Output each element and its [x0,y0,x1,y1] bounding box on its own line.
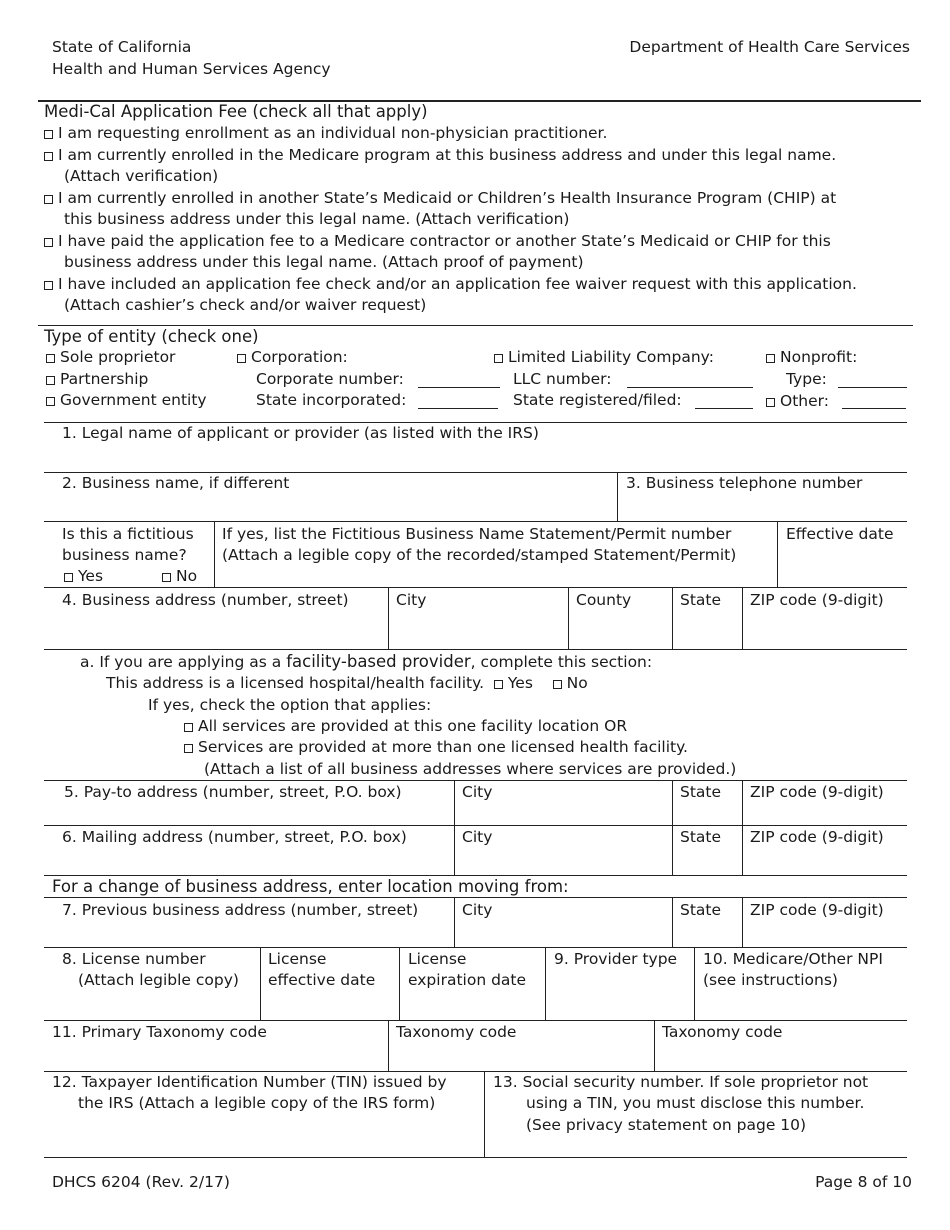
mailing-address-label: 6. Mailing address (number, street, P.O. box) [62,828,407,846]
divider [742,780,743,825]
facility-licensed-no[interactable]: No [553,674,588,692]
header-department: Department of Health Care Services [629,38,910,56]
divider [568,587,569,649]
entity-nonprofit[interactable]: Nonprofit: [766,348,857,367]
tin-label-2: the IRS (Attach a legible copy of the IRS form) [78,1094,436,1112]
entity-other[interactable]: Other: [766,392,829,411]
divider [484,1071,485,1157]
business-county-label: County [576,591,632,609]
rule [44,1020,907,1021]
state-incorporated-label: State incorporated: [256,391,407,409]
payto-address-label: 5. Pay-to address (number, street, P.O. box) [64,783,402,801]
previous-zip-label: ZIP code (9-digit) [750,901,884,919]
business-address-label: 4. Business address (number, street) [62,591,349,609]
license-expiration-label-2: expiration date [408,971,527,989]
license-expiration-label-1: License [408,950,467,968]
mailing-city-label: City [462,828,493,846]
ssn-label-2: using a TIN, you must disclose this number. [526,1094,865,1112]
divider [617,472,618,522]
license-effective-label-1: License [268,950,327,968]
business-state-label: State [680,591,722,609]
payto-state-label: State [680,783,722,801]
fictitious-no[interactable]: No [162,567,197,586]
divider [454,780,455,825]
facility-licensed: This address is a licensed hospital/health facility. Yes No [106,674,588,692]
rule [38,325,913,326]
divider [742,587,743,649]
divider [694,947,695,1020]
facility-option-single[interactable]: All services are provided at this one facility location OR [184,717,627,736]
fee-option-2[interactable]: I am currently enrolled in the Medicare program at this business address and under this legal name. [44,146,836,165]
license-number-note: (Attach legible copy) [78,971,239,989]
tin-label-1: 12. Taxpayer Identification Number (TIN) issued by [52,1073,447,1091]
rule [44,587,907,588]
change-address-title: For a change of business address, enter location moving from: [52,877,569,896]
footer-form-number: DHCS 6204 (Rev. 2/17) [52,1173,230,1191]
checkbox[interactable] [494,354,503,363]
checkbox[interactable] [46,397,55,406]
divider [672,587,673,649]
facility-if-yes: If yes, check the option that applies: [148,696,432,714]
rule [44,780,907,781]
npi-label-1: 10. Medicare/Other NPI [703,950,883,968]
mailing-zip-label: ZIP code (9-digit) [750,828,884,846]
previous-city-label: City [462,901,493,919]
fee-option-5-cont: (Attach cashier’s check and/or waiver request) [64,296,427,314]
divider [454,897,455,947]
divider [672,780,673,825]
ssn-label-1: 13. Social security number. If sole proprietor not [493,1073,869,1091]
facility-licensed-yes[interactable]: Yes [494,674,533,692]
rule [44,947,907,948]
divider [214,521,215,587]
entity-corporation[interactable]: Corporation: [237,348,348,367]
taxonomy-label-3: Taxonomy code [662,1023,783,1041]
fee-option-2-cont: (Attach verification) [64,167,219,185]
divider [388,1020,389,1071]
entity-government[interactable]: Government entity [46,391,207,410]
fee-option-5[interactable]: I have included an application fee check and/or an application fee waiver request with this application. [44,275,857,294]
checkbox[interactable] [46,376,55,385]
entity-sole-proprietor[interactable]: Sole proprietor [46,348,175,367]
npi-label-2: (see instructions) [703,971,838,989]
fictitious-yes[interactable]: Yes [64,567,103,586]
checkbox[interactable] [184,744,193,753]
fictitious-question-1: Is this a fictitious [62,525,194,543]
ssn-label-3: (See privacy statement on page 10) [526,1116,807,1134]
fee-option-3-cont: this business address under this legal name. (Attach verification) [64,210,570,228]
entity-partnership[interactable]: Partnership [46,370,148,389]
header-state: State of California [52,38,192,56]
checkbox[interactable] [766,354,775,363]
rule [44,897,907,898]
divider [654,1020,655,1071]
corporate-number-field[interactable] [418,387,500,388]
fee-option-4-cont: business address under this legal name. (Attach proof of payment) [64,253,584,271]
fee-option-1[interactable]: I am requesting enrollment as an individual non-physician practitioner. [44,124,607,143]
primary-taxonomy-label: 11. Primary Taxonomy code [52,1023,267,1041]
provider-type-label: 9. Provider type [554,950,678,968]
business-phone-label: 3. Business telephone number [626,474,863,492]
checkbox[interactable] [44,195,53,204]
divider [777,521,778,587]
checkbox[interactable] [766,398,775,407]
rule [44,875,907,876]
checkbox[interactable] [46,354,55,363]
llc-number-label: LLC number: [513,370,612,388]
checkbox[interactable] [44,152,53,161]
payto-city-label: City [462,783,493,801]
entity-section-title: Type of entity (check one) [44,327,259,346]
checkbox[interactable] [44,130,53,139]
nonprofit-type-label: Type: [786,370,827,388]
rule [44,472,907,473]
divider [672,825,673,875]
legal-name-label: 1. Legal name of applicant or provider (as listed with the IRS) [62,424,539,442]
fee-option-3[interactable]: I am currently enrolled in another State’s Medicaid or Children’s Health Insurance Program (CHIP) at [44,189,836,208]
divider [742,897,743,947]
checkbox[interactable] [64,573,73,582]
previous-address-label: 7. Previous business address (number, street) [62,901,419,919]
other-field[interactable] [842,408,906,409]
checkbox[interactable] [494,680,503,689]
business-zip-label: ZIP code (9-digit) [750,591,884,609]
nonprofit-type-field[interactable] [838,387,907,388]
llc-number-field[interactable] [627,387,753,388]
fee-option-4[interactable]: I have paid the application fee to a Medicare contractor or another State’s Medicaid or CHIP for this [44,232,831,251]
divider [672,897,673,947]
checkbox[interactable] [44,238,53,247]
corporate-number-label: Corporate number: [256,370,404,388]
fictitious-permit-label-1: If yes, list the Fictitious Business Name Statement/Permit number [222,525,732,543]
effective-date-label: Effective date [786,525,894,543]
fictitious-permit-label-2: (Attach a legible copy of the recorded/stamped Statement/Permit) [222,546,737,564]
divider [454,825,455,875]
divider [545,947,546,1020]
previous-state-label: State [680,901,722,919]
rule [44,1071,907,1072]
divider [399,947,400,1020]
divider [260,947,261,1020]
taxonomy-label-2: Taxonomy code [396,1023,517,1041]
license-number-label: 8. License number [62,950,206,968]
business-name-label: 2. Business name, if different [62,474,290,492]
state-incorporated-field[interactable] [418,408,498,409]
checkbox[interactable] [553,680,562,689]
state-registered-field[interactable] [695,408,753,409]
fee-section-title: Medi-Cal Application Fee (check all that apply) [44,102,428,121]
mailing-state-label: State [680,828,722,846]
divider [388,587,389,649]
entity-llc[interactable]: Limited Liability Company: [494,348,714,367]
checkbox[interactable] [237,354,246,363]
header-agency: Health and Human Services Agency [52,60,331,78]
business-city-label: City [396,591,427,609]
rule [44,825,907,826]
state-registered-label: State registered/filed: [513,391,682,409]
rule [44,649,907,650]
payto-zip-label: ZIP code (9-digit) [750,783,884,801]
facility-attach: (Attach a list of all business addresses where services are provided.) [204,760,737,778]
divider [742,825,743,875]
facility-option-multiple[interactable]: Services are provided at more than one licensed health facility. [184,738,688,757]
footer-page-number: Page 8 of 10 [815,1173,912,1191]
checkbox[interactable] [184,723,193,732]
license-effective-label-2: effective date [268,971,376,989]
fictitious-question-2: business name? [62,546,187,564]
checkbox[interactable] [162,573,171,582]
checkbox[interactable] [44,281,53,290]
rule [44,1157,907,1158]
rule [44,422,907,423]
facility-intro: a. If you are applying as a facility-based provider, complete this section: [80,652,653,671]
